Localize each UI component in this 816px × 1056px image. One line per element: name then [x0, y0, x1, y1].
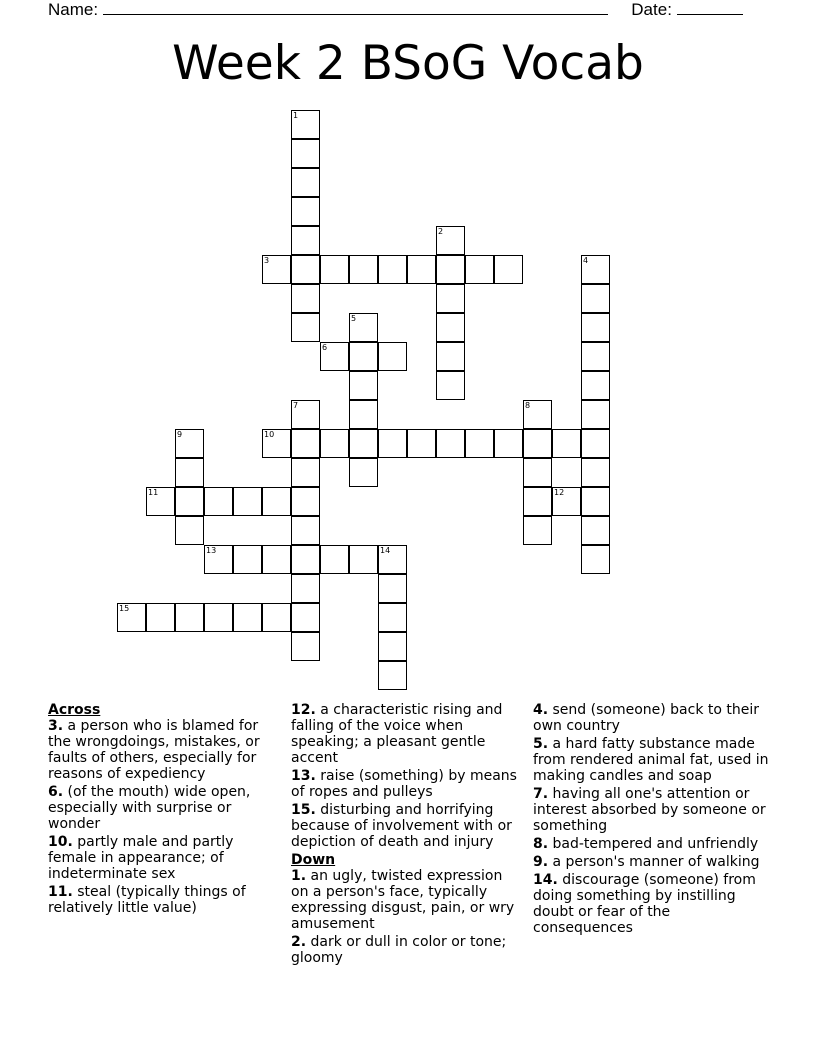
clue-text: a person who is blamed for the wrongdoings, mistakes, or faults of others, especially for reasons of expediency: [48, 718, 260, 782]
cell-number: 6: [322, 343, 328, 352]
clue-text: steal (typically things of relatively little value): [48, 884, 246, 916]
cell-number: 1: [293, 111, 299, 120]
clue-number: 6.: [48, 784, 64, 800]
grid-cell[interactable]: [378, 603, 407, 632]
clue-down-14: [533, 872, 773, 936]
cell-number: 15: [119, 604, 130, 613]
clue-number: 7.: [533, 786, 549, 802]
clue-down-1: [291, 868, 523, 932]
grid-cell[interactable]: [320, 342, 349, 371]
grid-cell[interactable]: [291, 545, 320, 574]
clue-number: 1.: [291, 868, 307, 884]
grid-cell[interactable]: [349, 429, 378, 458]
grid-cell[interactable]: [436, 371, 465, 400]
cell-number: 12: [554, 488, 565, 497]
clue-across-12: [291, 702, 523, 766]
grid-cell[interactable]: [233, 545, 262, 574]
clue-text: an ugly, twisted expression on a person's face, typically expressing disgust, pain, or wry amusement: [291, 868, 515, 932]
clue-text: disturbing and horrifying because of involvement with or depiction of death and injury: [291, 802, 512, 850]
grid-cell[interactable]: [291, 110, 320, 139]
grid-cell[interactable]: [436, 226, 465, 255]
clues-column-1: [48, 702, 273, 918]
grid-cell[interactable]: [552, 429, 581, 458]
grid-cell[interactable]: [291, 632, 320, 661]
down-heading: Down: [291, 852, 336, 868]
cell-number: 13: [206, 546, 217, 555]
grid-cell[interactable]: [320, 429, 349, 458]
cell-number: 9: [177, 430, 183, 439]
grid-cell[interactable]: [175, 516, 204, 545]
grid-cell[interactable]: [291, 168, 320, 197]
grid-cell[interactable]: [581, 342, 610, 371]
clue-down-9: [533, 854, 773, 870]
clue-across-6: [48, 784, 273, 832]
grid-cell[interactable]: [146, 487, 175, 516]
grid-cell[interactable]: [436, 429, 465, 458]
clue-text: (of the mouth) wide open, especially with surprise or wonder: [48, 784, 251, 832]
grid-cell[interactable]: [378, 545, 407, 574]
grid-cell[interactable]: [436, 342, 465, 371]
clue-text: a hard fatty substance made from rendered animal fat, used in making candles and soap: [533, 736, 769, 784]
clue-down-5: [533, 736, 773, 784]
grid-cell[interactable]: [581, 429, 610, 458]
cell-number: 11: [148, 488, 159, 497]
clue-number: 8.: [533, 836, 549, 852]
clue-text: having all one's attention or interest absorbed by someone or something: [533, 786, 766, 834]
grid-cell[interactable]: [291, 487, 320, 516]
cell-number: 7: [293, 401, 299, 410]
grid-cell[interactable]: [581, 371, 610, 400]
clue-text: discourage (someone) from doing something by instilling doubt or fear of the consequences: [533, 872, 756, 936]
date-label: Date:: [631, 0, 672, 19]
grid-cell[interactable]: [581, 313, 610, 342]
grid-cell[interactable]: [262, 429, 291, 458]
grid-cell[interactable]: [291, 458, 320, 487]
grid-cell[interactable]: [291, 139, 320, 168]
grid-cell[interactable]: [523, 487, 552, 516]
cell-number: 8: [525, 401, 531, 410]
clue-text: dark or dull in color or tone; gloomy: [291, 934, 507, 966]
cell-number: 5: [351, 314, 357, 323]
grid-cell[interactable]: [523, 400, 552, 429]
clue-text: partly male and partly female in appearance; of indeterminate sex: [48, 834, 234, 882]
grid-cell[interactable]: [581, 255, 610, 284]
grid-cell[interactable]: [291, 255, 320, 284]
grid-cell[interactable]: [204, 603, 233, 632]
grid-cell[interactable]: [349, 458, 378, 487]
grid-cell[interactable]: [291, 313, 320, 342]
grid-cell[interactable]: [378, 342, 407, 371]
grid-cell[interactable]: [494, 429, 523, 458]
cell-number: 2: [438, 227, 444, 236]
grid-cell[interactable]: [436, 284, 465, 313]
grid-cell[interactable]: [494, 255, 523, 284]
grid-cell[interactable]: [175, 458, 204, 487]
clue-across-3: [48, 718, 273, 782]
cell-number: 10: [264, 430, 275, 439]
clue-across-11: [48, 884, 273, 916]
clue-text: bad-tempered and unfriendly: [552, 836, 759, 852]
clue-down-7: [533, 786, 773, 834]
grid-cell[interactable]: [291, 197, 320, 226]
grid-cell[interactable]: [378, 574, 407, 603]
clue-number: 11.: [48, 884, 73, 900]
grid-cell[interactable]: [581, 545, 610, 574]
grid-cell[interactable]: [349, 371, 378, 400]
grid-cell[interactable]: [378, 255, 407, 284]
clue-across-13: [291, 768, 523, 800]
clues-column-2: [291, 702, 523, 968]
grid-cell[interactable]: [581, 487, 610, 516]
clue-text: a person's manner of walking: [552, 854, 760, 870]
grid-cell[interactable]: [291, 574, 320, 603]
grid-cell[interactable]: [436, 313, 465, 342]
grid-cell[interactable]: [320, 255, 349, 284]
grid-cell[interactable]: [262, 545, 291, 574]
clue-number: 15.: [291, 802, 316, 818]
grid-cell[interactable]: [349, 313, 378, 342]
clue-down-4: [533, 702, 773, 734]
grid-cell[interactable]: [204, 545, 233, 574]
grid-cell[interactable]: [117, 603, 146, 632]
grid-cell[interactable]: [349, 400, 378, 429]
grid-cell[interactable]: [291, 603, 320, 632]
clue-text: send (someone) back to their own country: [533, 702, 760, 734]
grid-cell[interactable]: [175, 487, 204, 516]
grid-cell[interactable]: [233, 487, 262, 516]
grid-cell[interactable]: [581, 516, 610, 545]
clue-number: 13.: [291, 768, 316, 784]
across-heading: Across: [48, 702, 101, 718]
grid-cell[interactable]: [262, 487, 291, 516]
grid-cell[interactable]: [349, 255, 378, 284]
clue-number: 3.: [48, 718, 64, 734]
grid-cell[interactable]: [581, 400, 610, 429]
clue-number: 2.: [291, 934, 307, 950]
grid-cell[interactable]: [291, 429, 320, 458]
grid-cell[interactable]: [291, 516, 320, 545]
grid-cell[interactable]: [552, 487, 581, 516]
clue-number: 14.: [533, 872, 558, 888]
grid-cell[interactable]: [378, 661, 407, 690]
cell-number: 4: [583, 256, 589, 265]
clue-down-8: [533, 836, 773, 852]
clue-number: 5.: [533, 736, 549, 752]
grid-cell[interactable]: [378, 429, 407, 458]
grid-cell[interactable]: [378, 632, 407, 661]
cell-number: 3: [264, 256, 270, 265]
grid-cell[interactable]: [465, 429, 494, 458]
clue-text: raise (something) by means of ropes and pulleys: [291, 768, 517, 800]
grid-cell[interactable]: [581, 458, 610, 487]
clue-down-2: [291, 934, 523, 966]
grid-cell[interactable]: [436, 255, 465, 284]
clue-text: a characteristic rising and falling of the voice when speaking; a pleasant gentle accent: [291, 702, 503, 766]
grid-cell[interactable]: [262, 603, 291, 632]
grid-cell[interactable]: [523, 458, 552, 487]
grid-cell[interactable]: [320, 545, 349, 574]
grid-cell[interactable]: [581, 284, 610, 313]
clue-across-15: [291, 802, 523, 850]
grid-cell[interactable]: [523, 516, 552, 545]
grid-cell[interactable]: [349, 342, 378, 371]
clues-column-3: [533, 702, 773, 938]
clue-across-10: [48, 834, 273, 882]
grid-cell[interactable]: [465, 255, 494, 284]
grid-cell[interactable]: [175, 603, 204, 632]
clue-number: 4.: [533, 702, 549, 718]
grid-cell[interactable]: [146, 603, 175, 632]
grid-cell[interactable]: [407, 429, 436, 458]
grid-cell[interactable]: [291, 226, 320, 255]
grid-cell[interactable]: [175, 429, 204, 458]
name-label: Name:: [48, 0, 99, 19]
grid-cell[interactable]: [291, 284, 320, 313]
grid-cell[interactable]: [407, 255, 436, 284]
grid-cell[interactable]: [262, 255, 291, 284]
grid-cell[interactable]: [204, 487, 233, 516]
grid-cell[interactable]: [523, 429, 552, 458]
page-title: Week 2 BSoG Vocab: [172, 36, 644, 91]
clue-number: 12.: [291, 702, 316, 718]
grid-cell[interactable]: [291, 400, 320, 429]
clue-number: 10.: [48, 834, 73, 850]
grid-cell[interactable]: [349, 545, 378, 574]
clue-number: 9.: [533, 854, 549, 870]
grid-cell[interactable]: [233, 603, 262, 632]
cell-number: 14: [380, 546, 391, 555]
